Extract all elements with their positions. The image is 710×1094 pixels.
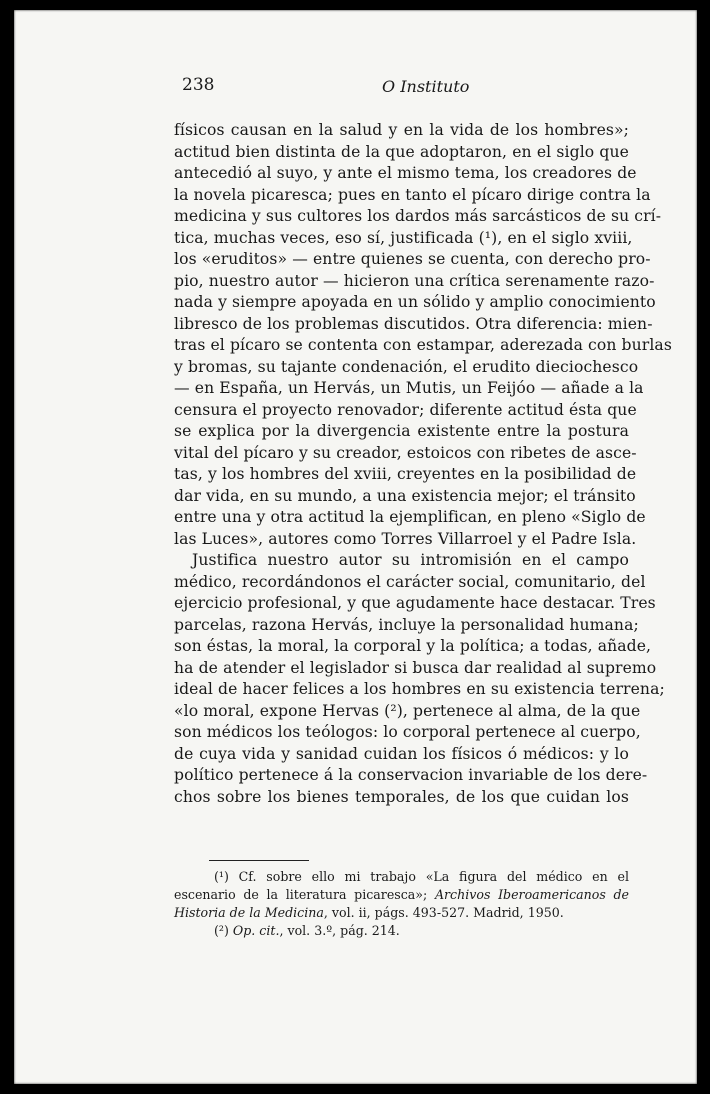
footnotes — [174, 868, 629, 940]
text-line: los «eruditos» — entre quienes se cuenta, con derecho pro- — [174, 250, 651, 268]
text-line: ideal de hacer felices a los hombres en su existencia terrena; — [174, 680, 665, 698]
text-line: de cuya vida y sanidad cuidan los físicos ó médicos: y lo — [174, 744, 629, 763]
text-line: pio, nuestro autor — hicieron una crítica serenamente razo- — [174, 271, 655, 290]
text-line: tica, muchas veces, eso sí, justificada (¹), en el siglo xviii, — [174, 228, 633, 247]
footnote-text: , vol. 3.º, pág. 214. — [279, 923, 400, 938]
footnote-1-line: (¹) Cf. sobre ello mi trabajo «La figura del médico en el — [214, 869, 629, 884]
page-number: 238 — [182, 75, 215, 95]
text-line: la novela picaresca; pues en tanto el pícaro dirige contra la — [174, 185, 651, 204]
body-text — [174, 120, 672, 808]
text-line: se explica por la divergencia existente entre la postura — [174, 422, 629, 440]
text-line: tas, y los hombres del xviii, creyentes en la posibilidad de — [174, 465, 637, 483]
text-line: vital del pícaro y su creador, estoicos con ribetes de asce- — [174, 443, 637, 462]
running-title: O Instituto — [382, 77, 470, 96]
footnote-mark: (²) — [214, 923, 229, 938]
journal-title: Historia de la Medicina — [174, 905, 324, 920]
text-line: ha de atender el legislador si busca dar realidad al supremo — [174, 658, 657, 677]
text-line: tras el pícaro se contenta con estampar, aderezada con burlas — [174, 336, 672, 354]
text-line: médico, recordándonos el carácter social, comunitario, del — [174, 572, 646, 591]
text-line: son médicos los teólogos: lo corporal pertenece al cuerpo, — [174, 723, 641, 741]
text-line: son éstas, la moral, la corporal y la política; a todas, añade, — [174, 637, 652, 655]
text-line: dar vida, en su mundo, a una existencia mejor; el tránsito — [174, 486, 636, 505]
text-line: actitud bien distinta de la que adoptaron, en el siglo que — [174, 142, 629, 161]
text-line: parcelas, razona Hervás, incluye la personalidad humana; — [174, 615, 639, 634]
text-line: medicina y sus cultores los dardos más sarcásticos de su crí- — [174, 207, 662, 225]
text-line: antecedió al suyo, y ante el mismo tema, los creadores de — [174, 164, 637, 182]
footnote-text: escenario de la literatura picaresca»; — [174, 887, 428, 902]
footnote-2-line — [174, 922, 629, 940]
text-line: físicos causan en la salud y en la vida de los hombres»; — [174, 121, 629, 139]
footnote-1-line — [174, 886, 629, 904]
text-line: — en España, un Hervás, un Mutis, un Feijóo — añade a la — [174, 379, 644, 397]
op-cit: Op. cit. — [232, 923, 280, 938]
page-header — [182, 75, 622, 99]
text-line: y bromas, su tajante condenación, el erudito dieciochesco — [174, 357, 639, 376]
text-line: libresco de los problemas discutidos. Otra diferencia: mien- — [174, 314, 653, 333]
text-line: «lo moral, expone Hervas (²), pertenece al alma, de la que — [174, 701, 641, 720]
journal-title: Archivos Iberoamericanos de — [434, 887, 629, 902]
text-line: Justifica nuestro autor su intromisión en el campo — [192, 551, 629, 569]
text-line: las Luces», autores como Torres Villarroel y el Padre Isla. — [174, 529, 637, 548]
footnote-rule — [209, 860, 309, 861]
text-line: entre una y otra actitud la ejemplifican, en pleno «Siglo de — [174, 508, 646, 526]
text-line: censura el proyecto renovador; diferente actitud ésta que — [174, 400, 637, 419]
text-line: nada y siempre apoyada en un sólido y amplio conocimiento — [174, 293, 656, 311]
footnote-1-line — [174, 904, 629, 922]
text-line: político pertenece á la conservacion invariable de los dere- — [174, 766, 648, 784]
book-page — [14, 10, 697, 1084]
footnote-text: , vol. ii, págs. 493-527. Madrid, 1950. — [323, 905, 564, 920]
text-line: ejercicio profesional, y que agudamente hace destacar. Tres — [174, 594, 656, 612]
text-line: chos sobre los bienes temporales, de los que cuidan los — [174, 787, 629, 806]
